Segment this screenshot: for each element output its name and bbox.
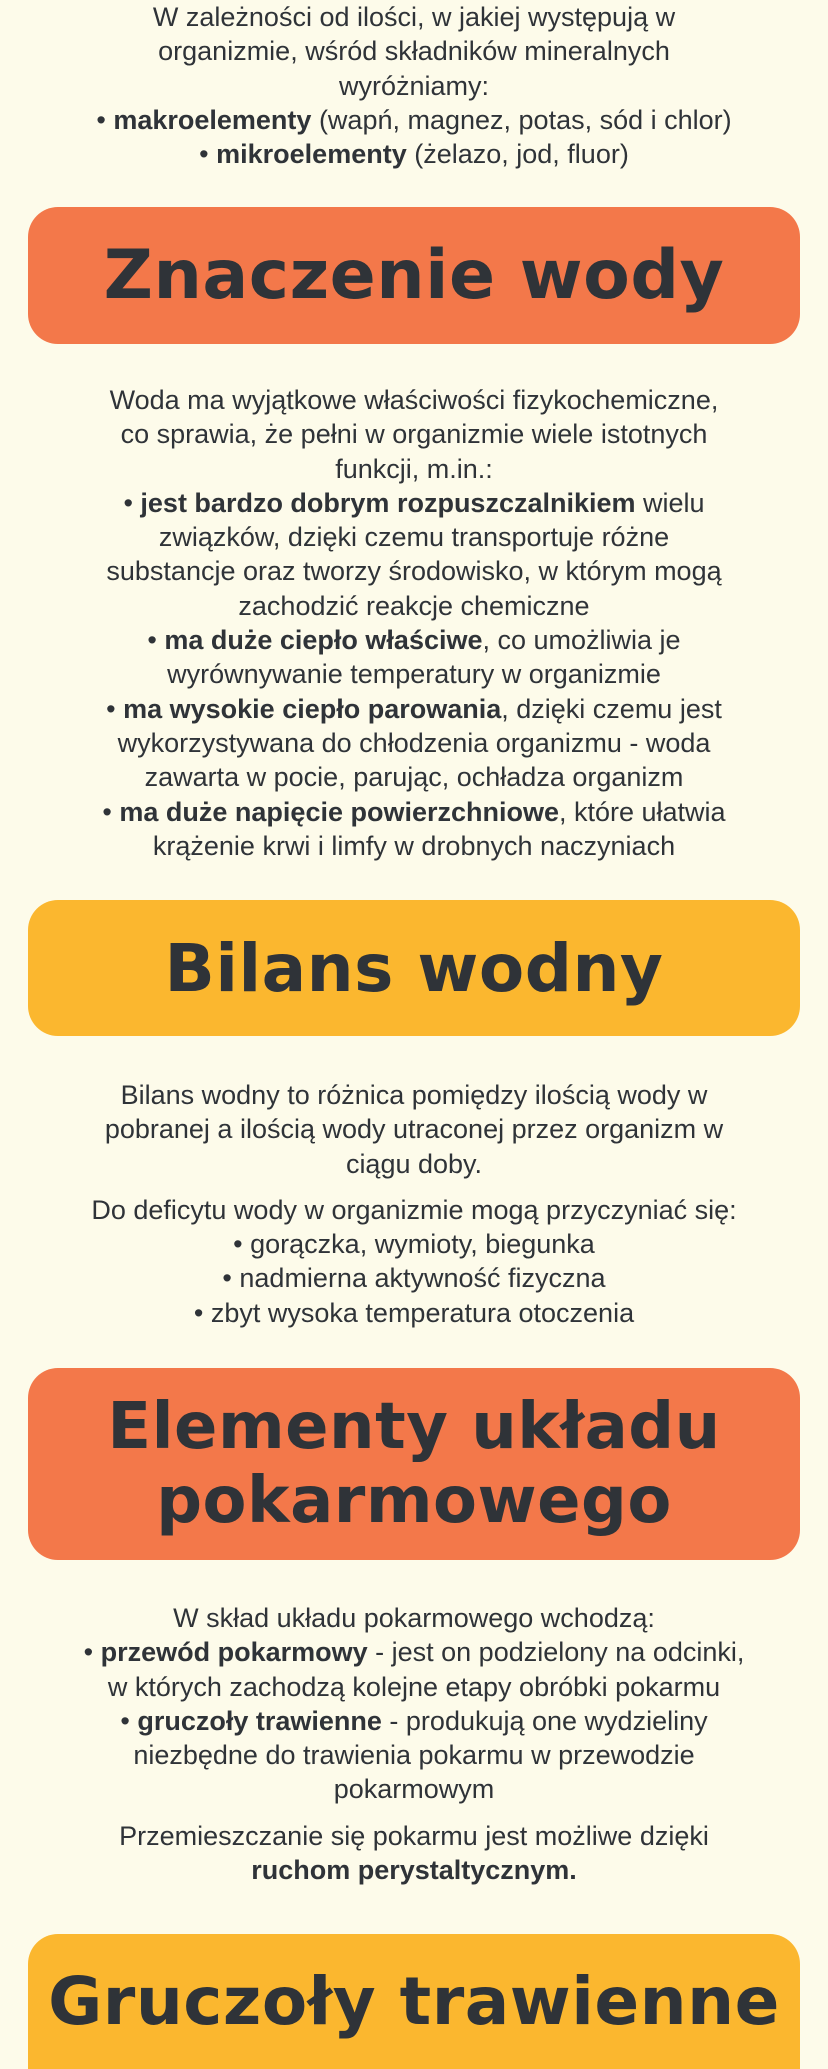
bullet: • xyxy=(96,104,106,135)
list-item: • ma duże napięcie powierzchniowe, które ułatwia xyxy=(102,796,726,827)
list-item: • gorączka, wymioty, biegunka xyxy=(233,1229,595,1260)
heading-text: Bilans wodny xyxy=(164,929,664,1007)
bullet: • xyxy=(120,1705,130,1736)
bullet: • xyxy=(106,693,116,724)
list-item: • nadmierna aktywność fizyczna xyxy=(222,1263,606,1294)
bullet: • xyxy=(123,487,133,518)
bullet: • xyxy=(147,625,157,656)
intro-line: W zależności od ilości, w jakiej występują w xyxy=(152,2,676,32)
intro-text xyxy=(0,0,828,171)
heading-text: Elementy układu pokarmowego xyxy=(107,1390,721,1538)
section-heading-digestive xyxy=(28,1368,800,1560)
list-item: • ma wysokie ciepło parowania, dzięki czemu jest xyxy=(106,693,722,724)
bullet: • xyxy=(102,796,112,827)
list-item: • makroelementy (wapń, magnez, potas, sód i chlor) xyxy=(96,104,732,135)
intro-line: organizmie, wśród składników mineralnych xyxy=(158,36,670,67)
section-heading-glands xyxy=(28,1934,800,2069)
heading-text: Gruczoły trawienne xyxy=(48,1963,780,2040)
bullet: • xyxy=(233,1229,243,1260)
term-mikroelementy: mikroelementy xyxy=(216,139,407,170)
list-item: • mikroelementy (żelazo, jod, fluor) xyxy=(199,139,629,170)
digestive-text: W skład układu pokarmowego wchodzą: • przewód pokarmowy - jest on podzielony na odcinki, w których zachodzą kolejne etapy obróbki pokarmu • gruczoły trawienne - produkują one wydzieliny niezbędne do trawienia pokarmu w przewodzie pokarmowym Przemieszczanie się pokarmu jest możliwe dzięki ruchom perystaltycznym. xyxy=(0,1601,828,1887)
water-role-text: Woda ma wyjątkowe właściwości fizykochemiczne, co sprawia, że pełni w organizmie wiele istotnych funkcji, m.in.: • jest bardzo dobrym rozpuszczalnikiem wielu związków, dzięki czemu transportuje różne substancje oraz tworzy środowisko, w którym mogą zachodzić reakcje chemiczne • ma duże ciepło właściwe, co umożliwia je wyrównywanie temperatury w organizmie • ma wysokie ciepło parowania, dzięki czemu jest wykorzystywana do chłodzenia organizmu - woda zawarta w pocie, parując, ochładza organizm • ma duże napięcie powierzchniowe, które ułatwia krążenie krwi i limfy w drobnych naczyniach xyxy=(0,383,828,863)
bullet: • xyxy=(222,1263,232,1294)
section-heading-water-balance xyxy=(28,900,800,1036)
list-item: • przewód pokarmowy - jest on podzielony na odcinki, xyxy=(83,1637,745,1668)
list-item: • zbyt wysoka temperatura otoczenia xyxy=(193,1297,635,1328)
heading-text: Znaczenie wody xyxy=(103,236,725,315)
bullet: • xyxy=(83,1637,94,1668)
intro-line: wyróżniamy: xyxy=(338,70,490,101)
term-makroelementy: makroelementy xyxy=(113,104,312,135)
bullet: • xyxy=(199,139,209,170)
section-heading-water-role xyxy=(28,207,800,344)
list-item: • gruczoły trawienne - produkują one wydzieliny xyxy=(120,1705,708,1736)
list-item: • jest bardzo dobrym rozpuszczalnikiem wielu xyxy=(123,487,705,518)
bullet: • xyxy=(193,1297,204,1328)
water-balance-text: Bilans wodny to różnica pomiędzy ilością wody w pobranej a ilością wody utraconej przez organizm w ciągu doby. Do deficytu wody w organizmie mogą przyczyniać się: • gorączka, wymioty, biegunka • nadmierna aktywność fizyczna • zbyt wysoka temperatura otoczenia xyxy=(0,1078,828,1330)
list-item: • ma duże ciepło właściwe, co umożliwia je xyxy=(147,625,681,656)
